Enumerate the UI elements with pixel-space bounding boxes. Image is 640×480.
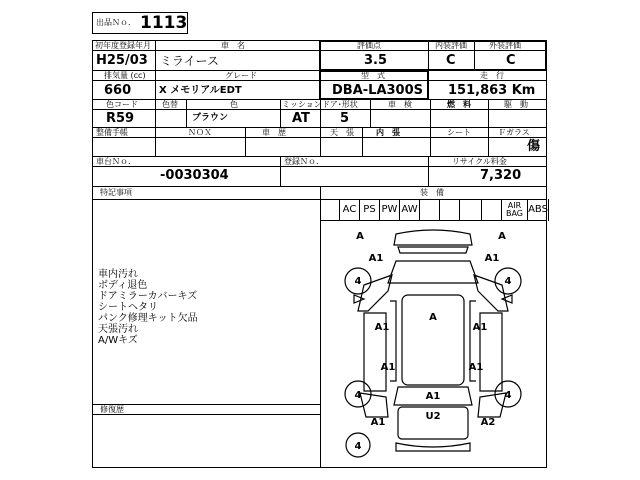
col-divider — [430, 127, 431, 156]
displacement-label: 排気量 (cc) — [104, 71, 146, 80]
car-name-label: 車 名 — [221, 41, 245, 50]
damage-mark: 4 — [354, 276, 362, 287]
chassis-number-label: 車台Ｎｏ． — [96, 157, 136, 166]
row-divider — [92, 166, 547, 167]
col-divider — [474, 40, 475, 70]
front-glass-label: Ｆガラス — [498, 128, 530, 137]
grade-value: X メモリアルEDT — [159, 85, 242, 96]
col-divider — [155, 70, 156, 100]
note-item: A/Wキズ — [98, 335, 138, 346]
equipment-label: ABS — [528, 204, 548, 215]
repair-history-title: 修復歴 — [100, 405, 124, 414]
equipment-cell — [482, 199, 502, 221]
displacement-value: 660 — [104, 83, 132, 98]
damage-mark: A1 — [368, 253, 384, 264]
right-mirror — [502, 295, 512, 303]
front-glass-value: 傷 — [527, 139, 541, 154]
recycle-fee-label: リサイクル料金 — [452, 157, 507, 166]
door-shape-value: 5 — [340, 111, 350, 126]
row-divider — [92, 404, 320, 405]
note-item: シートヘタリ — [98, 302, 158, 313]
equipment-cell — [420, 199, 440, 221]
col-divider — [155, 127, 156, 156]
equipment-cell — [320, 199, 340, 221]
lot-number: 1113 — [140, 13, 188, 33]
hood-outline — [398, 247, 468, 253]
mission-label: ミッション — [282, 100, 322, 109]
left-mirror — [354, 295, 364, 303]
reg-date-value: H25/03 — [96, 53, 148, 68]
mission-value: AT — [292, 111, 310, 126]
equipment-label: AW — [401, 204, 418, 215]
door-shape-label: ドア･形状 — [322, 100, 358, 109]
damage-mark: A1 — [472, 322, 488, 333]
col-divider — [488, 127, 489, 156]
col-divider — [280, 99, 281, 127]
front-bumper-outline — [394, 230, 472, 245]
equipment-label: PW — [381, 204, 398, 215]
col-divider — [245, 127, 246, 156]
damage-mark: 4 — [354, 390, 362, 401]
inspection-label: 車 検 — [388, 100, 412, 109]
damage-mark: 4 — [504, 390, 512, 401]
equipment-cell — [460, 199, 482, 221]
row-divider — [92, 414, 320, 415]
mileage-label: 走 行 — [480, 71, 504, 80]
damage-mark: A1 — [425, 391, 441, 402]
rear-bumper-outline — [396, 443, 470, 451]
col-divider — [430, 99, 431, 127]
color-change-label: 色替 — [162, 100, 178, 109]
interior-grade-value: C — [446, 53, 456, 68]
mileage-value: 151,863 Km — [448, 83, 536, 98]
color-code-label: 色コード — [106, 100, 138, 109]
note-item: 天張汚れ — [98, 324, 138, 335]
col-divider — [320, 127, 321, 156]
note-item: ドアミラーカバーキズ — [98, 291, 198, 302]
equipment-cell — [502, 199, 528, 221]
exterior-grade-label: 外装評価 — [489, 41, 521, 50]
damage-mark: A1 — [484, 253, 500, 264]
equipment-label: PS — [363, 204, 376, 215]
equipment-label: AC — [342, 204, 357, 215]
damage-mark: A — [498, 231, 506, 242]
color-label: 色 — [230, 100, 238, 109]
registration-number-label: 登録Ｎｏ． — [284, 157, 324, 166]
notes-title: 特記事項 — [100, 188, 132, 197]
col-divider — [488, 99, 489, 127]
note-item: 車内汚れ — [98, 269, 138, 280]
interior-grade-label: 内装評価 — [435, 41, 467, 50]
equipment-cell — [360, 199, 380, 221]
col-divider — [428, 40, 429, 70]
reg-date-label: 初年度登録年月 — [95, 41, 151, 50]
seat-label: シート — [447, 128, 471, 137]
windshield-outline — [388, 261, 478, 283]
vehicle-damage-diagram — [320, 221, 547, 468]
col-divider — [155, 40, 156, 70]
equipment-cell — [380, 199, 400, 221]
damage-mark: A1 — [370, 417, 386, 428]
lot-number-label: 出品Ｎｏ． — [96, 18, 136, 27]
interior-lining-label: 内 張 — [376, 128, 400, 137]
recycle-fee-value: 7,320 — [480, 168, 522, 183]
roof-outline — [402, 295, 464, 385]
roof-lining-label: 天 張 — [330, 128, 354, 137]
damage-mark: A — [429, 312, 437, 323]
equipment-cell — [400, 199, 420, 221]
col-divider — [370, 99, 371, 127]
col-divider — [362, 127, 363, 156]
damage-mark: 4 — [354, 441, 362, 452]
fuel-label: 燃 料 — [447, 100, 471, 109]
note-item: パンク修理キット欠品 — [98, 313, 198, 324]
car-name-value: ミライース — [160, 54, 220, 68]
equipment-label: AIR BAG — [505, 201, 524, 218]
chassis-number-value: -0030304 — [160, 168, 229, 183]
exterior-grade-value: C — [506, 53, 516, 68]
damage-mark: A1 — [380, 362, 396, 373]
color-code-value: R59 — [106, 111, 135, 126]
damage-mark: U2 — [425, 411, 441, 422]
damage-mark: 4 — [504, 276, 512, 287]
score-label: 評価点 — [357, 41, 381, 50]
vehicle-history-label: 車 歴 — [262, 128, 286, 137]
nox-label: ＮＯＸ — [188, 128, 212, 137]
equipment-cell — [340, 199, 360, 221]
equipment-cell — [528, 199, 549, 221]
model-label: 型 式 — [361, 71, 385, 80]
equipment-title: 装 備 — [420, 188, 444, 197]
grade-label: グレード — [225, 71, 257, 80]
note-item: ボディ退色 — [98, 280, 148, 291]
damage-mark: A1 — [468, 362, 484, 373]
damage-mark: A — [356, 231, 364, 242]
equipment-cell — [440, 199, 460, 221]
maintenance-book-label: 整備手帳 — [96, 128, 128, 137]
col-divider — [280, 156, 281, 186]
col-divider — [186, 99, 187, 127]
score-value: 3.5 — [364, 53, 388, 68]
damage-mark: A1 — [374, 322, 390, 333]
damage-mark: A2 — [480, 417, 496, 428]
drive-label: 駆 動 — [504, 100, 528, 109]
color-value: ブラウン — [192, 113, 229, 123]
notes-list — [98, 270, 198, 347]
col-divider — [155, 99, 156, 127]
model-value: DBA-LA300S — [332, 83, 423, 98]
col-divider — [428, 156, 429, 186]
